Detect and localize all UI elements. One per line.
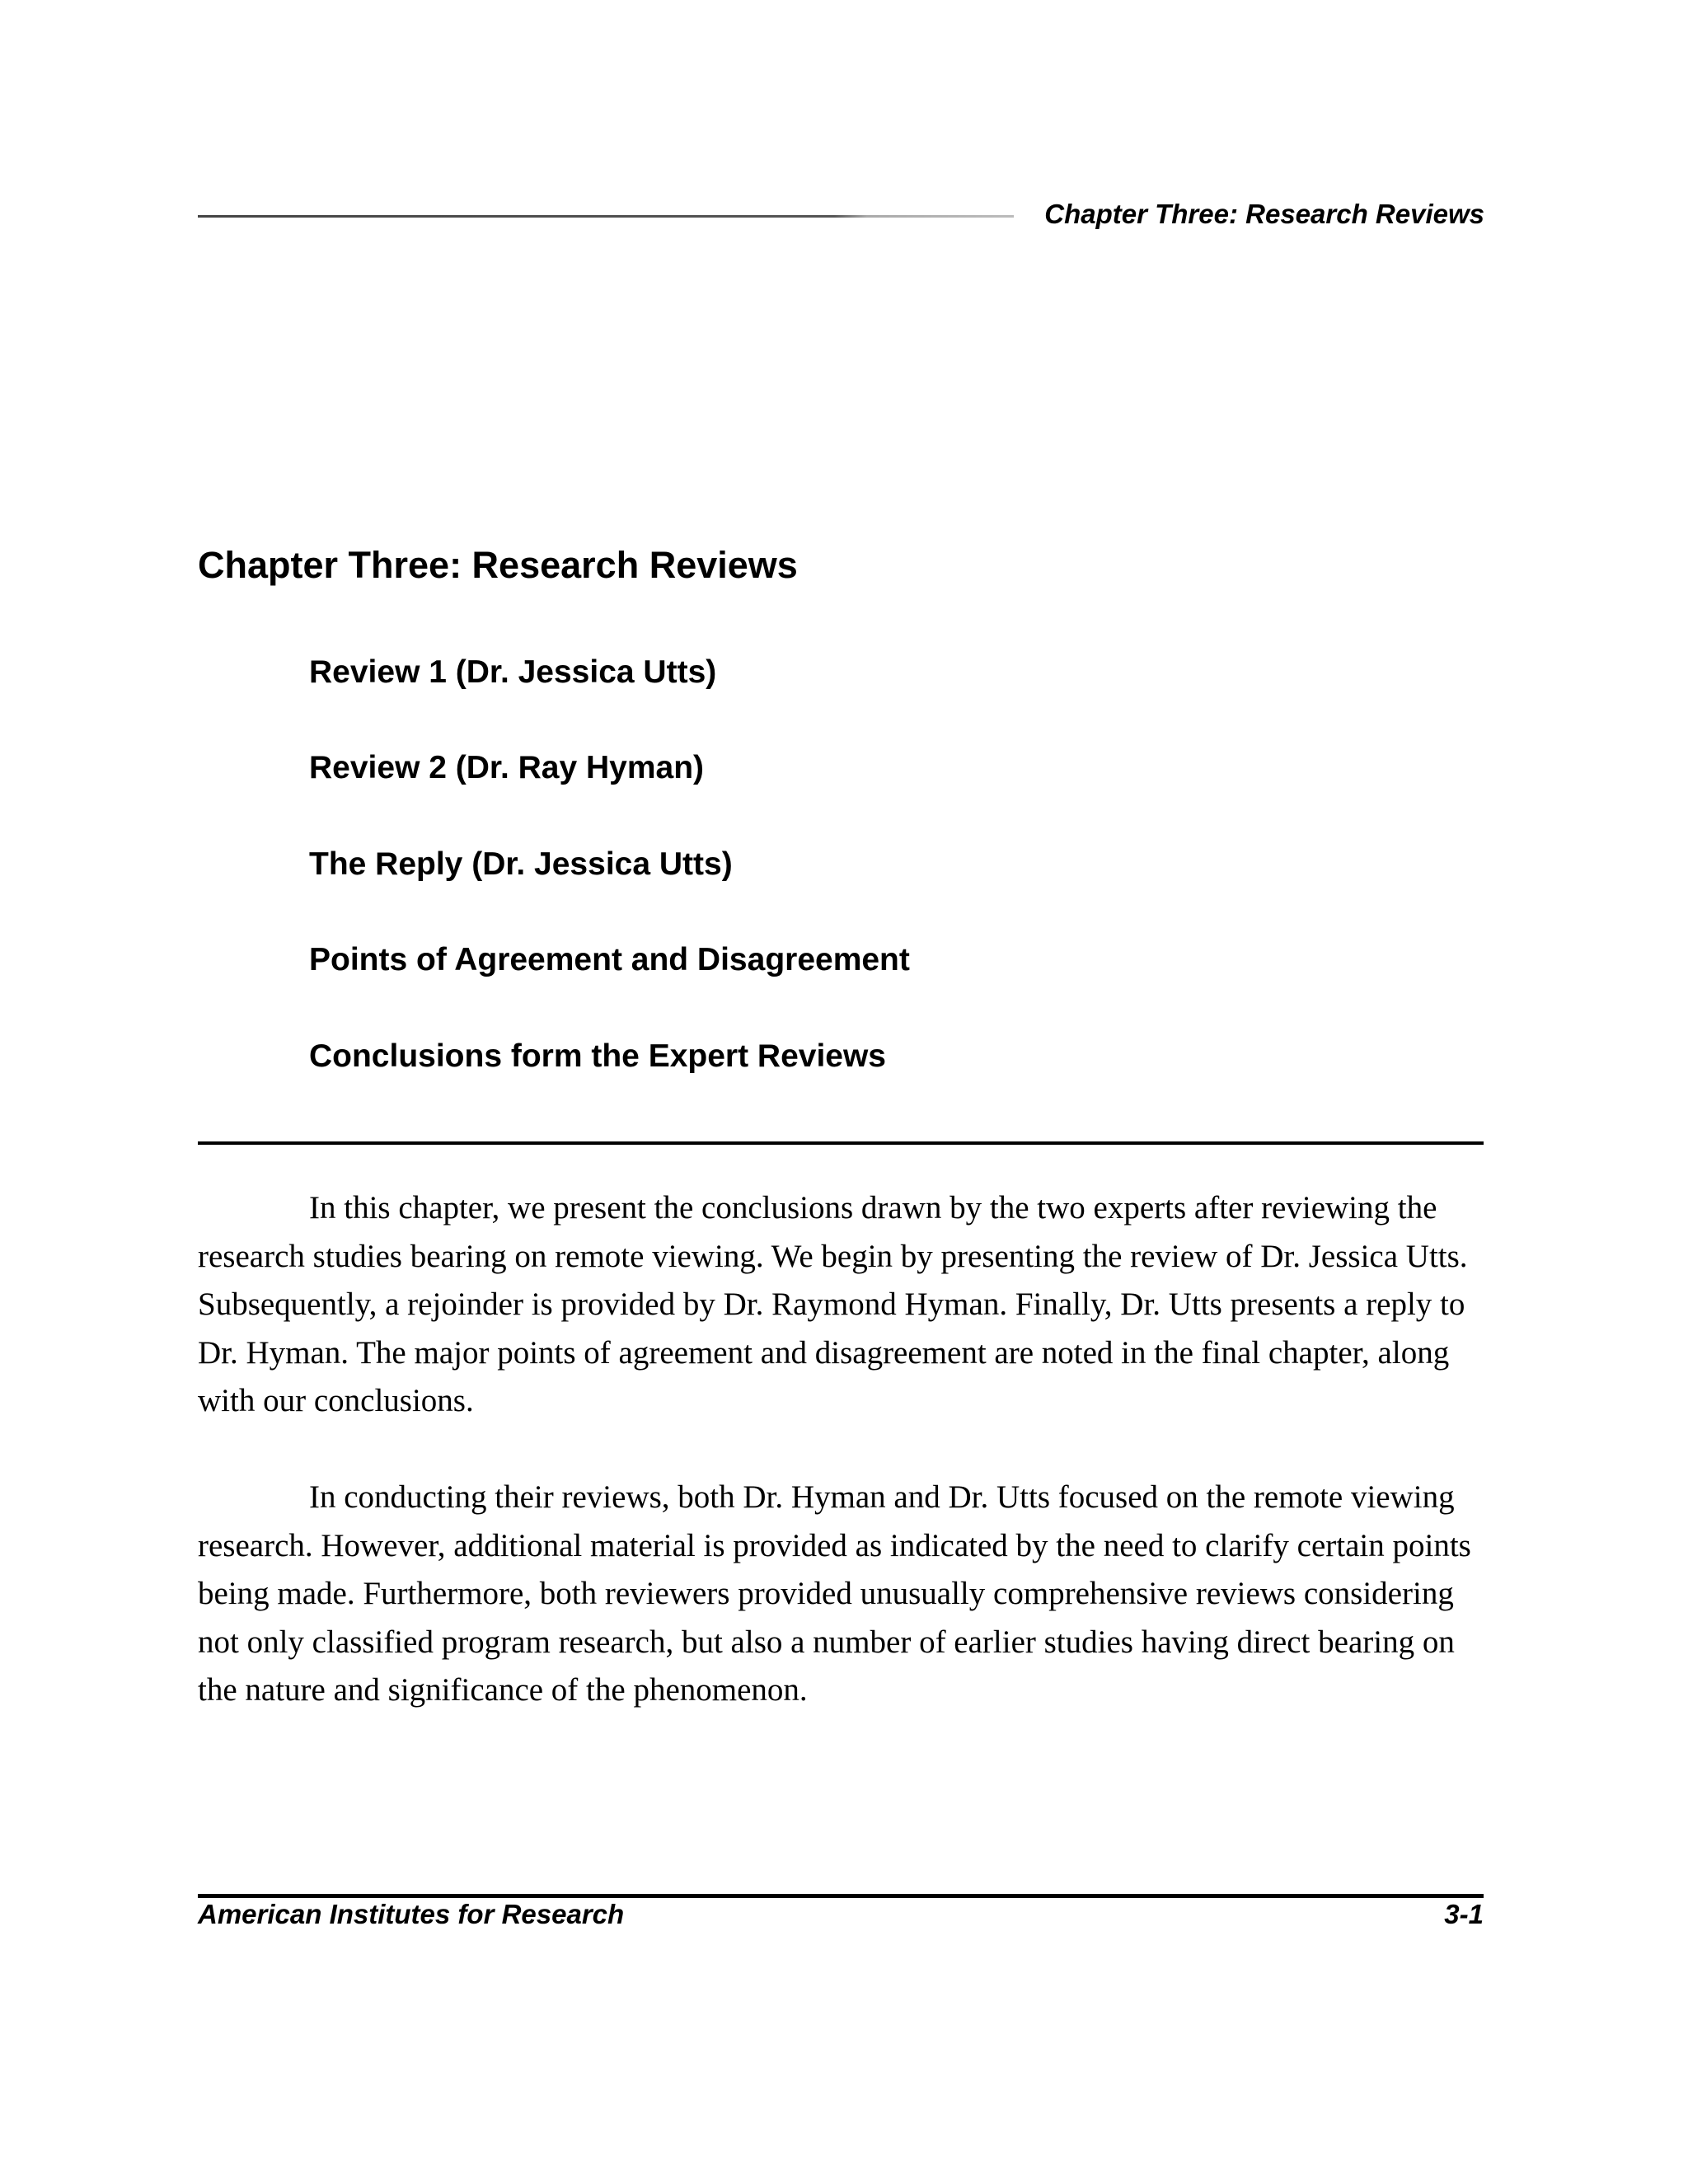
running-head: Chapter Three: Research Reviews bbox=[1044, 199, 1484, 229]
contents-item-conclusions: Conclusions form the Expert Reviews bbox=[309, 1038, 887, 1074]
page-number: 3-1 bbox=[1444, 1899, 1484, 1929]
body-paragraph: In conducting their reviews, both Dr. Hyman and Dr. Utts focused on the remote viewing research. However, additional material is provided as indicated by the need to clarify certain points being made. Furthermore, both reviewers provided unusually comprehensive reviews considering not only classified program research, but also a number of earlier studies having direct bearing on the nature and significance of the phenomenon. bbox=[198, 1479, 1471, 1708]
body-paragraph: In this chapter, we present the conclusions drawn by the two experts after reviewing the research studies bearing on remote viewing. We begin by presenting the review of Dr. Jessica Utts. Subsequently, a rejoinder is provided by Dr. Raymond Hyman. Finally, Dr. Utts presents a reply to Dr. Hyman. The major points of agreement and disagreement are noted in the final chapter, along with our conclusions. bbox=[198, 1190, 1468, 1418]
contents-item-review-2: Review 2 (Dr. Ray Hyman) bbox=[309, 750, 705, 785]
contents-item-reply: The Reply (Dr. Jessica Utts) bbox=[309, 846, 733, 882]
chapter-title: Chapter Three: Research Reviews bbox=[198, 544, 798, 586]
contents-item-review-1: Review 1 (Dr. Jessica Utts) bbox=[309, 654, 717, 690]
header-rule bbox=[198, 215, 1014, 218]
section-divider bbox=[198, 1141, 1484, 1145]
footer-organization: American Institutes for Research bbox=[198, 1899, 625, 1929]
contents-item-agreement: Points of Agreement and Disagreement bbox=[309, 942, 910, 977]
